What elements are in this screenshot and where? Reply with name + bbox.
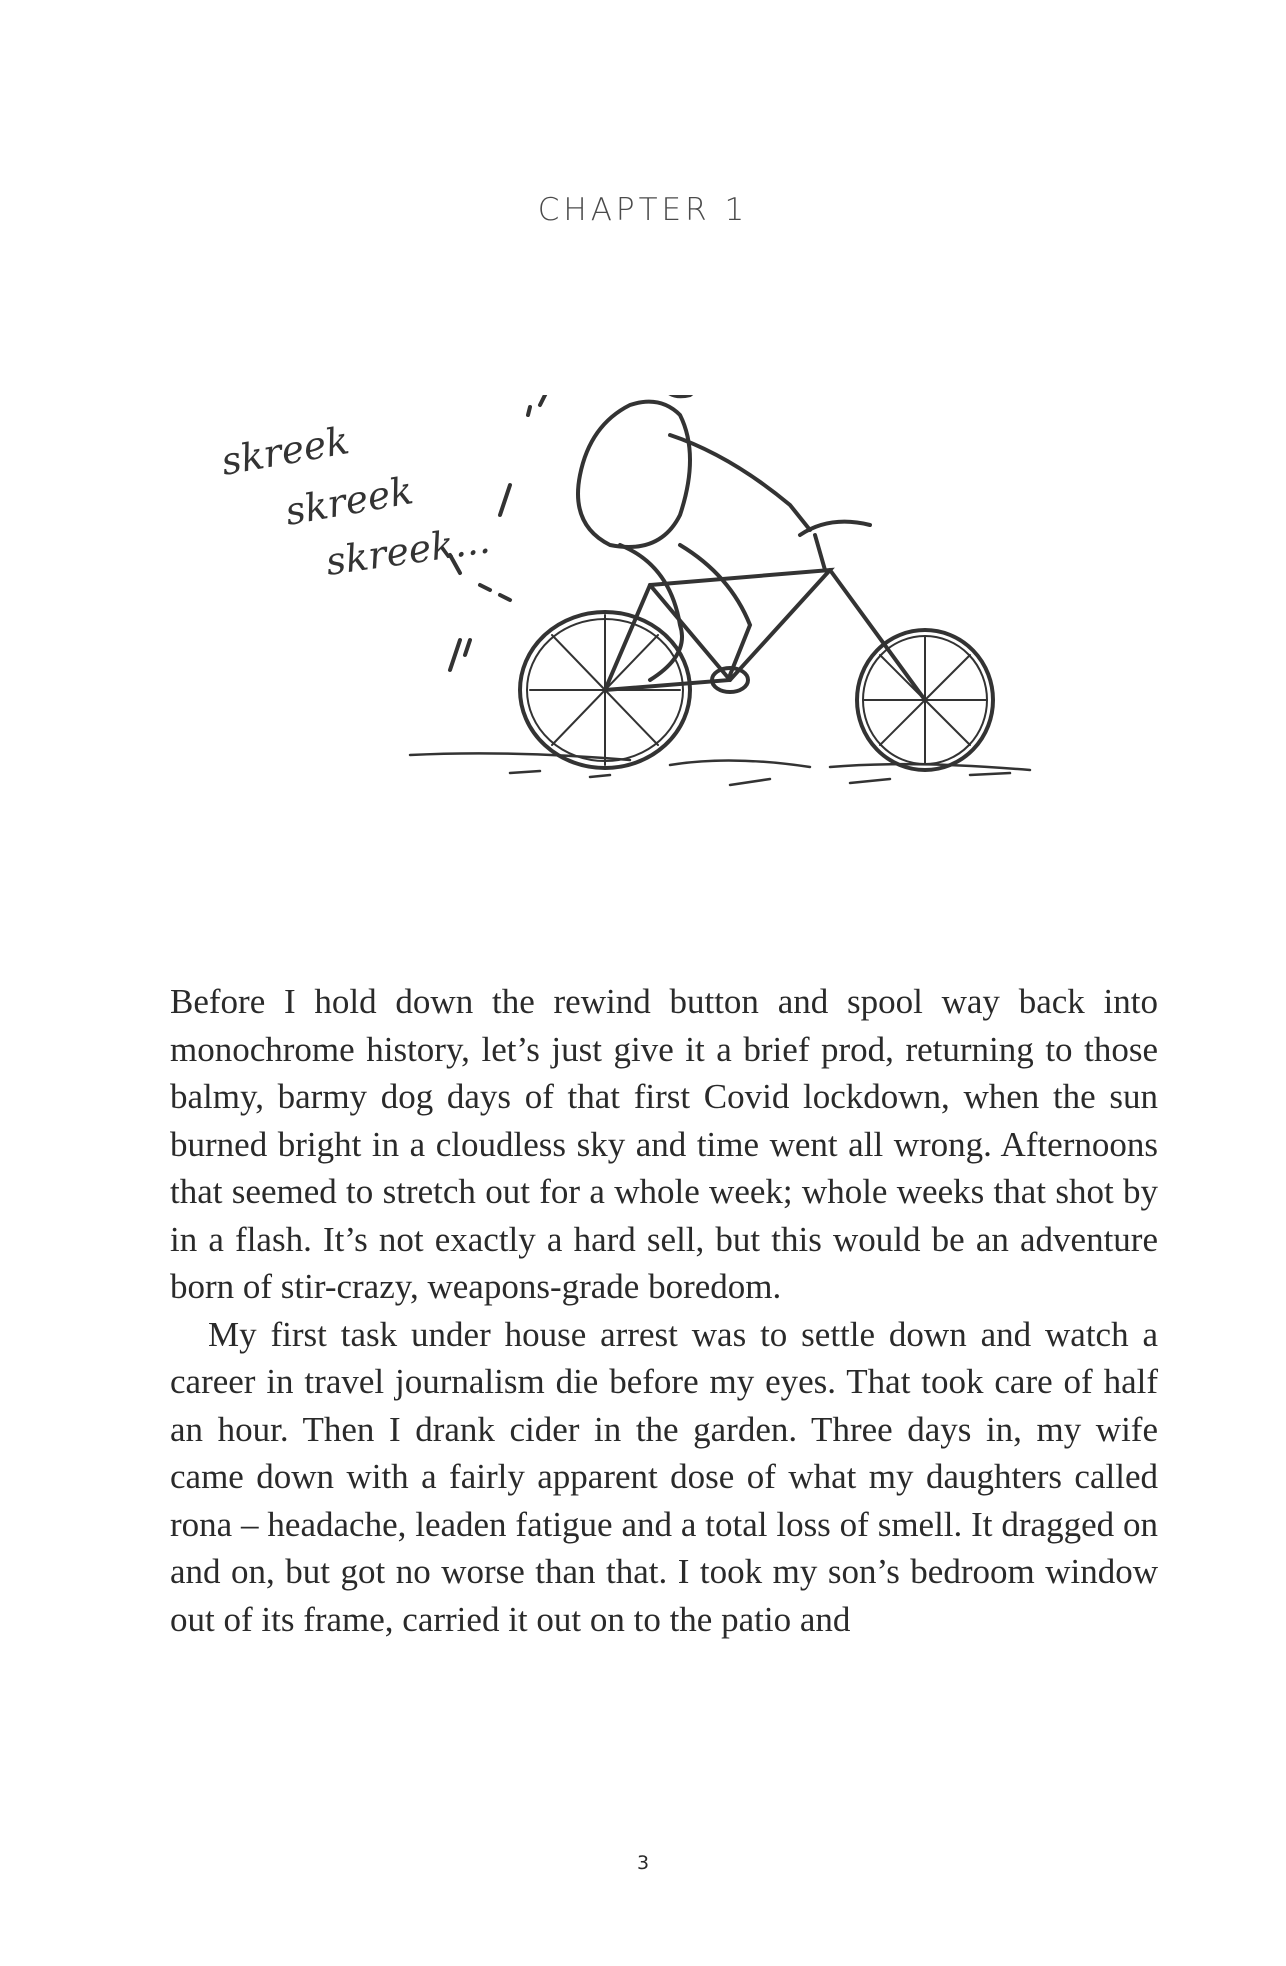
sound-word-3: skreek... — [323, 517, 493, 584]
sound-word-2: skreek — [281, 468, 417, 534]
bicycle-icon — [520, 522, 993, 770]
body-text — [170, 978, 1158, 1643]
cyclist-illustration — [210, 395, 1070, 855]
rider-icon — [450, 395, 810, 680]
paragraph-1: Before I hold down the rewind button and spool way back into monochrome history, let’s just give it a brief prod, returning to those balmy, barmy dog days of that first Covid lockdown, when the sun burned bright in a cloudless sky and time went all wrong. Afternoons that seemed to stretch out for a whole week; whole weeks that shot by in a flash. It’s not exactly a hard sell, but this would be an adventure born of stir-crazy, weapons-grade boredom. — [170, 982, 1158, 1306]
paragraph-2: My first task under house arrest was to settle down and watch a career in travel journalism die before my eyes. That took care of half an hour. Then I drank cider in the garden. Three days in, my wife came down with a fairly apparent dose of what my daughters called rona – headache, leaden fatigue and a total loss of smell. It dragged on and on, but got no worse than that. I took my son’s bedroom window out of its frame, carried it out on to the patio and — [170, 1314, 1158, 1639]
sound-word-1: skreek — [217, 418, 353, 484]
chapter-title: CHAPTER 1 — [537, 192, 749, 228]
page-number: 3 — [636, 1852, 650, 1874]
